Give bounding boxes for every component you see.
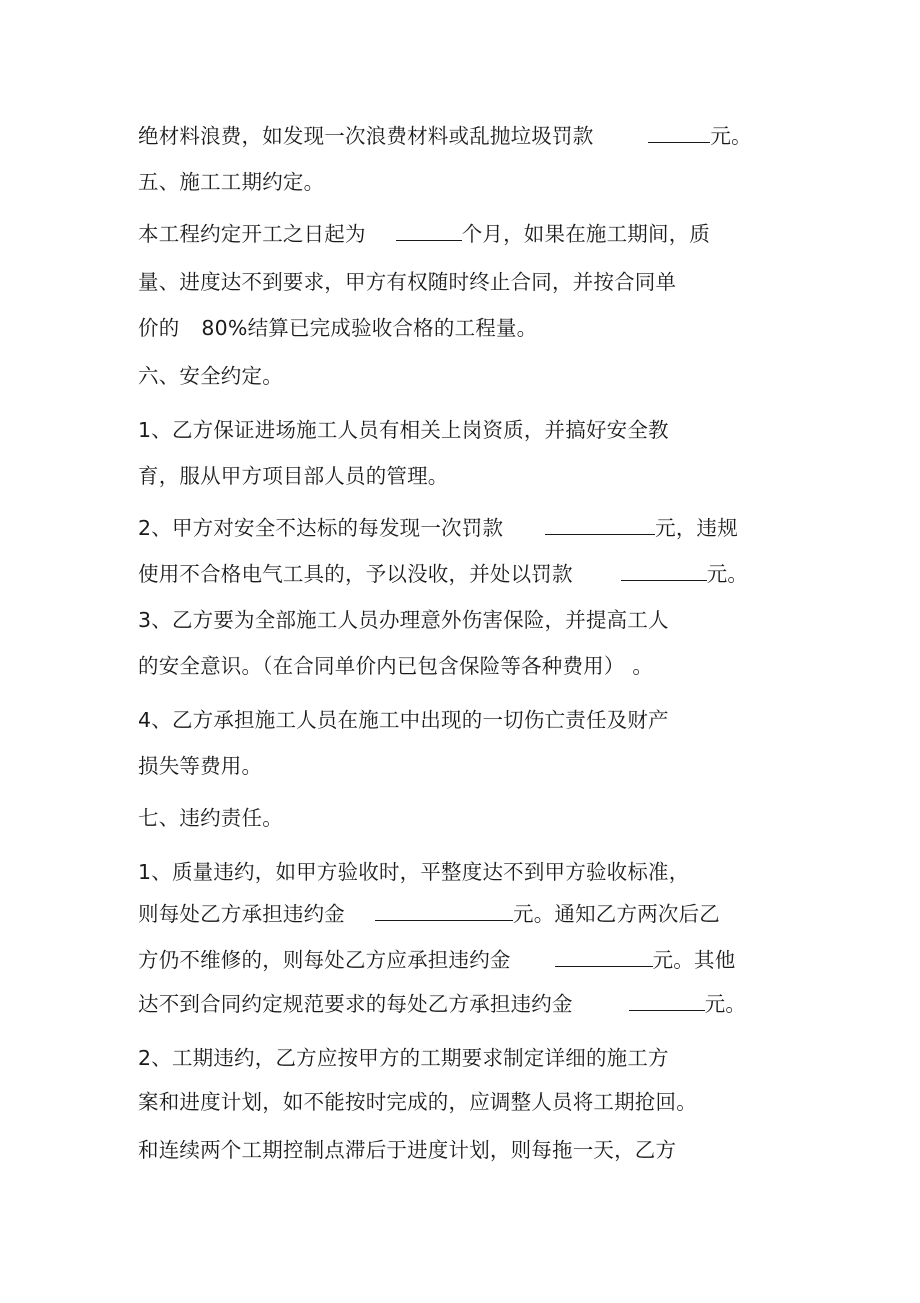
text-line <box>138 946 735 974</box>
text-segment: 损失等费用。 <box>138 754 263 778</box>
text-segment: 的安全意识。（在合同单价内已包含保险等各种费用） <box>138 654 615 678</box>
text-segment: 本工程约定开工之日起为 <box>138 222 366 246</box>
text-line <box>138 990 746 1018</box>
fill-in-blank <box>545 514 655 535</box>
text-segment: 育，服从甲方项目部人员的管理。 <box>138 464 449 488</box>
text-segment: 1、质量违约，如甲方验收时，平整度达不到甲方验收标准， <box>138 860 690 884</box>
text-line <box>138 268 676 296</box>
text-line <box>138 804 283 832</box>
text-segment: 绝材料浪费，如发现一次浪费材料或乱抛垃圾罚款 <box>138 124 594 148</box>
text-line <box>138 314 537 342</box>
text-line <box>138 900 720 928</box>
fill-in-blank <box>648 122 710 143</box>
text-segment: 元。 <box>704 992 747 1016</box>
text-segment: 价的 <box>138 316 180 340</box>
text-segment: 元。通知乙方两次后乙 <box>513 902 720 926</box>
text-segment: 元。 <box>706 562 749 586</box>
fill-in-blank <box>629 990 705 1011</box>
text-segment: 方仍不维修的，则每处乙方应承担违约金 <box>138 948 511 972</box>
text-line <box>138 858 689 886</box>
text-segment: 80%结算已完成验收合格的工程量。 <box>201 316 538 340</box>
text-line <box>138 514 738 542</box>
text-line <box>138 362 283 390</box>
text-line <box>138 168 324 196</box>
fill-in-blank <box>396 220 462 241</box>
fill-in-blank <box>621 560 707 581</box>
text-line <box>138 560 748 588</box>
fill-in-blank <box>555 946 653 967</box>
text-segment: 七、违约责任。 <box>138 806 283 830</box>
text-line <box>138 1136 676 1164</box>
text-line <box>138 606 669 634</box>
text-segment: 2、甲方对安全不达标的每发现一次罚款 <box>138 516 504 540</box>
text-line <box>138 1044 669 1072</box>
text-line <box>138 462 449 490</box>
text-segment: 元，违规 <box>655 516 738 540</box>
text-segment: 元。 <box>710 124 752 148</box>
text-segment: 量、进度达不到要求，甲方有权随时终止合同，并按合同单 <box>138 270 677 294</box>
text-line <box>138 1088 697 1116</box>
text-line <box>138 752 262 780</box>
text-line <box>138 706 669 734</box>
text-segment: 达不到合同约定规范要求的每处乙方承担违约金 <box>138 992 573 1016</box>
text-line <box>138 220 710 248</box>
text-segment: 元。其他 <box>652 948 736 972</box>
text-segment: 五、施工工期约定。 <box>138 170 325 194</box>
text-line <box>138 122 752 150</box>
text-segment: 使用不合格电气工具的，予以没收，并处以罚款 <box>138 562 573 586</box>
text-segment: 4、乙方承担施工人员在施工中出现的一切伤亡责任及财产 <box>138 708 669 732</box>
text-line <box>138 416 669 444</box>
text-segment: 则每处乙方承担违约金 <box>138 902 345 926</box>
text-segment: 个月，如果在施工期间，质 <box>461 222 711 246</box>
text-segment: 3、乙方要为全部施工人员办理意外伤害保险，并提高工人 <box>138 608 669 632</box>
text-segment: 六、安全约定。 <box>138 364 283 388</box>
text-segment: 案和进度计划，如不能按时完成的，应调整人员将工期抢回。 <box>138 1090 697 1114</box>
fill-in-blank <box>375 900 513 921</box>
text-segment: 和连续两个工期控制点滞后于进度计划，则每拖一天，乙方 <box>138 1138 677 1162</box>
text-segment: 2、工期违约，乙方应按甲方的工期要求制定详细的施工方 <box>138 1046 669 1070</box>
text-segment: 。 <box>632 654 654 678</box>
text-line <box>138 652 653 680</box>
text-segment: 1、乙方保证进场施工人员有相关上岗资质，并搞好安全教 <box>138 418 669 442</box>
